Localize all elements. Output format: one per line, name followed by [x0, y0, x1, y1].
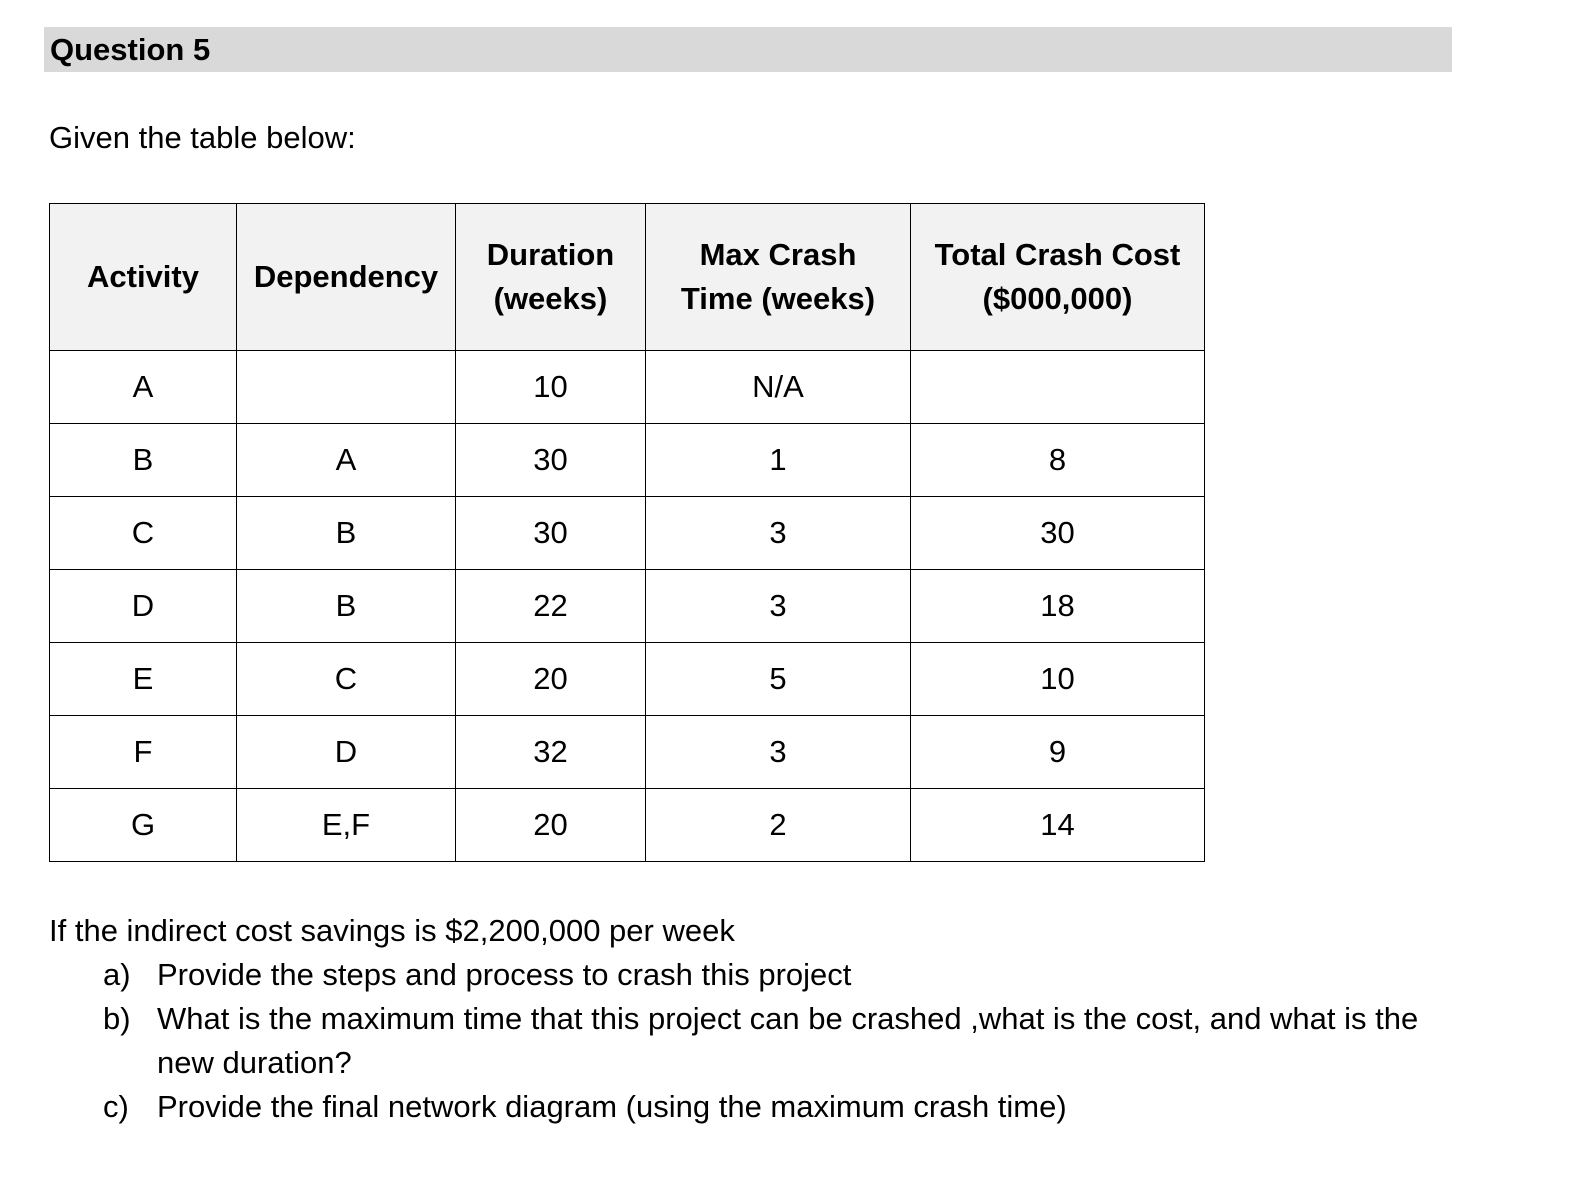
cell-dependency: A — [237, 424, 456, 497]
table-row — [50, 570, 1205, 643]
cell-max-crash-time: 1 — [646, 424, 911, 497]
cell-activity: E — [50, 643, 237, 716]
question-lead: If the indirect cost savings is $2,200,000 per week — [49, 913, 735, 948]
cell-dependency — [237, 351, 456, 424]
header-dependency: Dependency — [237, 204, 456, 351]
list-item — [103, 997, 1433, 1085]
cell-duration: 20 — [456, 643, 646, 716]
list-marker: a) — [103, 957, 131, 992]
cell-duration: 10 — [456, 351, 646, 424]
table-row — [50, 643, 1205, 716]
cell-total-crash-cost: 18 — [911, 570, 1205, 643]
question-parts-list — [103, 953, 1433, 1129]
list-item — [103, 953, 1433, 997]
cell-activity: F — [50, 716, 237, 789]
header-duration: Duration (weeks) — [456, 204, 646, 351]
cell-max-crash-time: 5 — [646, 643, 911, 716]
list-item-text: What is the maximum time that this project can be crashed ,what is the cost, and what is the new duration? — [157, 1001, 1419, 1080]
cell-total-crash-cost: 9 — [911, 716, 1205, 789]
question-header — [44, 27, 1452, 72]
cell-dependency: B — [237, 570, 456, 643]
cell-dependency: C — [237, 643, 456, 716]
list-item-text: Provide the final network diagram (using the maximum crash time) — [157, 1089, 1067, 1124]
cell-activity: D — [50, 570, 237, 643]
table-row — [50, 497, 1205, 570]
cell-activity: B — [50, 424, 237, 497]
table-row — [50, 351, 1205, 424]
cell-duration: 30 — [456, 497, 646, 570]
cell-total-crash-cost: 30 — [911, 497, 1205, 570]
cell-total-crash-cost: 14 — [911, 789, 1205, 862]
cell-max-crash-time: 2 — [646, 789, 911, 862]
cell-duration: 22 — [456, 570, 646, 643]
table-row — [50, 789, 1205, 862]
cell-activity: A — [50, 351, 237, 424]
list-marker: b) — [103, 1001, 131, 1036]
cell-dependency: E,F — [237, 789, 456, 862]
cell-total-crash-cost — [911, 351, 1205, 424]
table-row — [50, 424, 1205, 497]
list-item-text: Provide the steps and process to crash this project — [157, 957, 852, 992]
activity-table — [49, 203, 1205, 862]
cell-max-crash-time: N/A — [646, 351, 911, 424]
cell-total-crash-cost: 8 — [911, 424, 1205, 497]
header-total-crash-cost: Total Crash Cost ($000,000) — [911, 204, 1205, 351]
cell-dependency: D — [237, 716, 456, 789]
header-max-crash-time: Max Crash Time (weeks) — [646, 204, 911, 351]
table-header-row — [50, 204, 1205, 351]
cell-duration: 20 — [456, 789, 646, 862]
cell-duration: 30 — [456, 424, 646, 497]
cell-max-crash-time: 3 — [646, 570, 911, 643]
list-marker: c) — [103, 1089, 129, 1124]
cell-max-crash-time: 3 — [646, 497, 911, 570]
cell-dependency: B — [237, 497, 456, 570]
cell-activity: C — [50, 497, 237, 570]
question-title: Question 5 — [50, 32, 211, 67]
cell-max-crash-time: 3 — [646, 716, 911, 789]
intro-text: Given the table below: — [49, 120, 356, 155]
cell-activity: G — [50, 789, 237, 862]
table-row — [50, 716, 1205, 789]
cell-total-crash-cost: 10 — [911, 643, 1205, 716]
list-item — [103, 1085, 1433, 1129]
header-activity: Activity — [50, 204, 237, 351]
cell-duration: 32 — [456, 716, 646, 789]
